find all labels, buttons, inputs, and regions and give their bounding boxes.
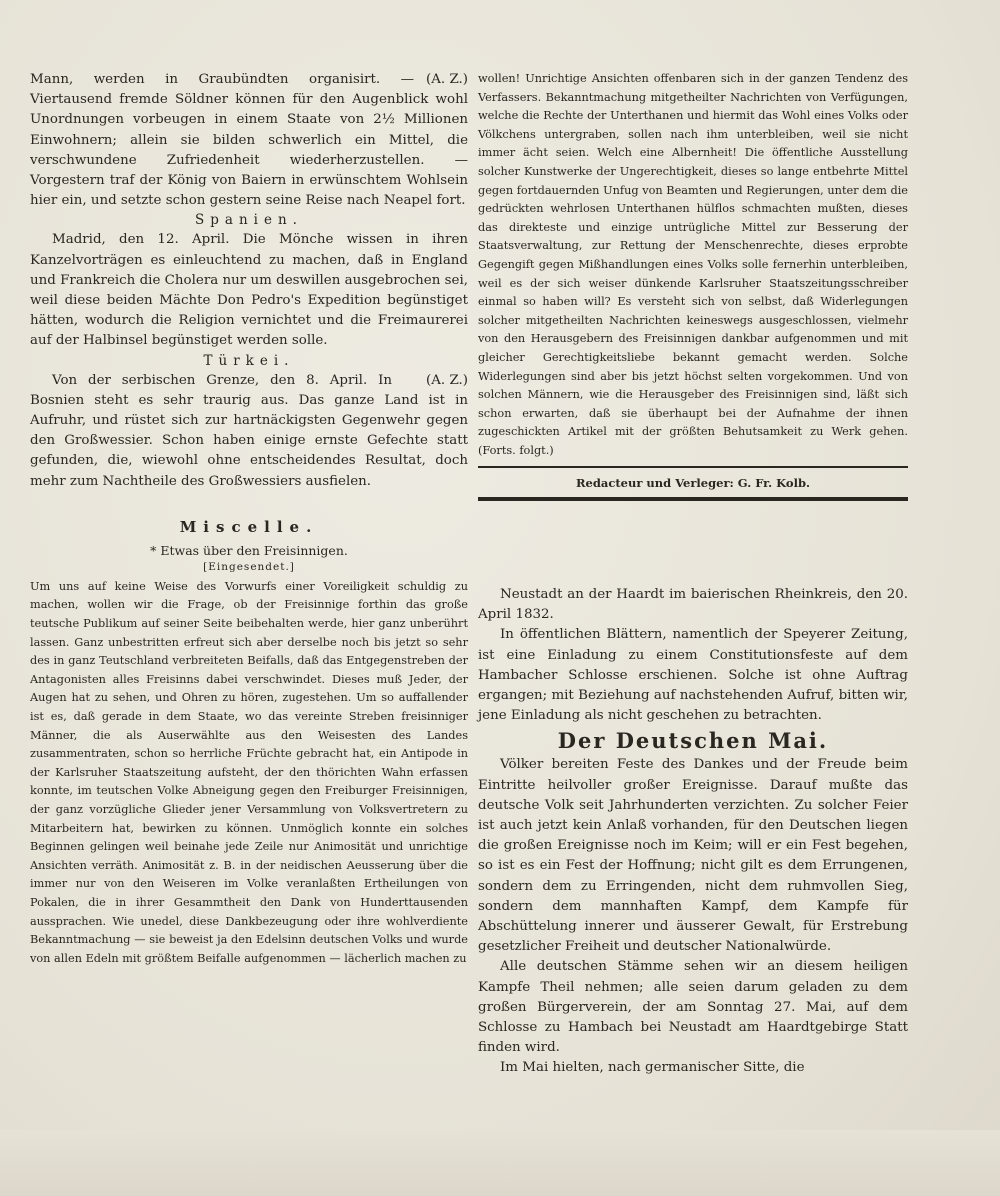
article-serbische-grenze: (A. Z.) Von der serbischen Grenze, den 8. April. In Bosnien steht es sehr traurig aus. Das ganze Land ist in Aufruhr, und rüstet sich zur hartnäckigsten Gegenwehr gegen den Großwessier. Schon haben einige ernste Gefechte statt gefunden, die, wiewohl ohne entscheidendes Resultat, doch mehr zum Nachtheile des Großwessiers ausfielen. — [30, 372, 468, 489]
section-heading-spanien: Spanien. — [195, 212, 303, 229]
page-bottom-margin — [0, 1130, 1000, 1196]
section-heading-tuerkei: Türkei. — [203, 352, 295, 369]
continuation-note: (Forts. folgt.) — [478, 443, 554, 457]
mai-paragraph-2: Alle deutschen Stämme sehen wir an diesem heiligen Kampfe Theil nehmen; alle seien darum geladen zu dem großen Bürgerverein, der am Sonntag 27. Mai, auf dem Schlosse zu Hambach bei Neustadt am Haardtgebirge Statt finden wird. — [478, 959, 908, 1056]
notice-intro: In öffentlichen Blättern, namentlich der Speyerer Zeitung, ist eine Einladung zu einem Constitutionsfeste auf dem Hambacher Schlosse erschienen. Solche ist ohne Auftrag ergangen; mit Beziehung auf nachstehenden Aufruf, bitten wir, jene Einladung als nicht geschehen zu betrachten. — [478, 627, 908, 724]
article-madrid: Madrid, den 12. April. Die Mönche wissen in ihren Kanzelvorträgen es einleuchtend zu machen, daß in England und Frankreich die Cholera nur um deswillen ausgebrochen sei, weil diese beiden Mächte Don Pedro's Expedition begünstiget hätten, wodurch die Religion vernichtet und die Freimaurerei auf der Halbinsel begünstiget werden solle. — [30, 232, 468, 349]
article-signature: (A. Z.) — [426, 372, 468, 388]
miscelle-continuation: wollen! Unrichtige Ansichten offenbaren sich in der ganzen Tendenz des Verfassers. Bekanntmachung mitgetheilter Nachrichten von Verfügungen, welche die Rechte der Unterthanen und hiermit das Wohl eines Volks oder Völkchens untergraben, sollen nach ihm unterbleiben, weil sie nicht immer ächt seien. Welch eine Albernheit! Die öffentliche Ausstellung solcher Kunstwerke der Ungerechtigkeit, dieses so lange entbehrte Mittel gegen fortdauernden Unfug von Beamten und Regierungen, unter dem die gedrückten wehrlosen Unterthanen hülflos schmachten mußten, dieses das direkteste und einzige untrügliche Mittel zur Besserung der Staatsverwaltung, zur Rettung der Menschenrechte, dieses erprobte Gegengift gegen Mißhandlungen eines Volks solle fernerhin unterbleiben, weil es der sich weiser dünkende Karlsruher Staatszeitungsschreiber einmal so haben will? Es versteht sich von selbst, daß Widerlegungen solcher mitgetheilten Nachrichten keineswegs ausgeschlossen, vielmehr von den Herausgebern des Freisinnigen dankbar aufgenommen und mit gleicher Gerechtigkeitsliebe bekannt gemacht werden. Solche Widerlegungen sind aber bis jetzt höchst selten vorgekommen. Und von solchen Männern, wie die Herausgeber des Freisinnigen sind, läßt sich schon erwarten, daß sie überhaupt bei der Aufnahme der ihnen zugeschickten Artikel mit der größten Behutsamkeit zu Werk gehen. (Forts. folgt.) — [478, 72, 908, 457]
article-graubuenden: (A. Z.) Mann, werden in Graubündten organisirt. — Viertausend fremde Söldner können für den Augenblick wohl Unordnungen vorbeugen in einem Staate von 2½ Millionen Einwohnern; allein sie bilden schwerlich ein Mittel, die verschwundene Zufriedenheit wiederherzustellen. — Vorgestern traf der König von Baiern in erwünschtem Wohlsein hier ein, und setzte schon gestern seine Reise nach Neapel fort. — [30, 72, 468, 209]
mai-paragraph-3: Im Mai hielten, nach germanischer Sitte, die — [500, 1060, 805, 1076]
divider-line — [478, 466, 908, 468]
miscelle-subtitle: * Etwas über den Freisinnigen. — [150, 542, 348, 558]
left-column — [30, 70, 468, 968]
miscelle-text: Um uns auf keine Weise des Vorwurfs einer Voreiligkeit schuldig zu machen, wollen wir die Frage, ob der Freisinnige forthin das große teutsche Publikum auf seiner Seite beibehalten werde, hier ganz unberührt lassen. Ganz unbestritten erfreut sich aber derselbe noch bis jetzt so sehr des in ganz Teutschland verbreiteten Beifalls, daß das Entgegenstreben der Antagonisten alles Freisinns dabei verschwindet. Dieses muß Jeder, der Augen hat zu sehen, und Ohren zu hören, zugestehen. Um so auffallender ist es, daß gerade in dem Staate, wo das vereinte Streben freisinniger Männer, die als Auserwählte aus den Weisesten des Landes zusammentraten, schon so herrliche Früchte gebracht hat, ein Antipode in der Karlsruher Staatszeitung aufsteht, der den thörichten Wahn erfassen konnte, im teutschen Volke Abneigung gegen den Freiburger Freisinnigen, der ganz vorzügliche Glieder jener Versammlung von Volksvertretern zu Mitarbeitern hat, bewirken zu können. Unmöglich konnte ein solches Beginnen gelingen weil beinahe jede Zeile nur Animosität und unrichtige Ansichten verräth. Animosität z. B. in der neidischen Aeusserung über die immer nur von den Weiseren im Volke veranlaßten Ertheilungen von Pokalen, die in ihrer Gesammtheit den Dank von Hunderttausenden aussprachen. Wie unedel, diese Dankbezeugung oder ihre wohlverdiente Bekanntmachung — sie beweist ja den Edelsinn deutschen Volks und wurde von allen Edeln mit größtem Beifalle aufgenommen — lächerlich machen zu — [30, 579, 468, 965]
divider-thick — [478, 497, 908, 501]
article-title-deutschen-mai: Der Deutschen Mai. — [557, 728, 829, 754]
mai-paragraph-1: Völker bereiten Feste des Dankes und der Freude beim Eintritte heilvoller großer Ereignisse. Darauf mußte das deutsche Volk seit Jahrhunderten verzichten. Zu solcher Feier ist auch jetzt kein Anlaß vorhanden, für den Deutschen liegen die großen Ereignisse noch im Keim; will er ein Fest begehen, so ist es ein Fest der Hoffnung; nicht gilt es dem Errungenen, sondern dem zu Erringenden, nicht dem ruhmvollen Sieg, sondern dem mannhaften Kampf, dem Kampfe für Abschüttelung innerer und äusserer Gewalt, für Erstrebung gesetzlicher Freiheit und deutscher Nationalwürde. — [478, 757, 908, 955]
miscelle-heading: Miscelle. — [179, 517, 319, 536]
right-column-lower — [478, 585, 908, 1079]
imprint-editor: Redacteur und Verleger: G. Fr. Kolb. — [576, 476, 810, 491]
right-column-upper — [478, 70, 908, 509]
dateline-neustadt: Neustadt an der Haardt im baierischen Rheinkreis, den 20. April 1832. — [478, 587, 908, 623]
article-signature: (A. Z.) — [426, 72, 468, 87]
miscelle-note: [Eingesendet.] — [203, 560, 295, 573]
